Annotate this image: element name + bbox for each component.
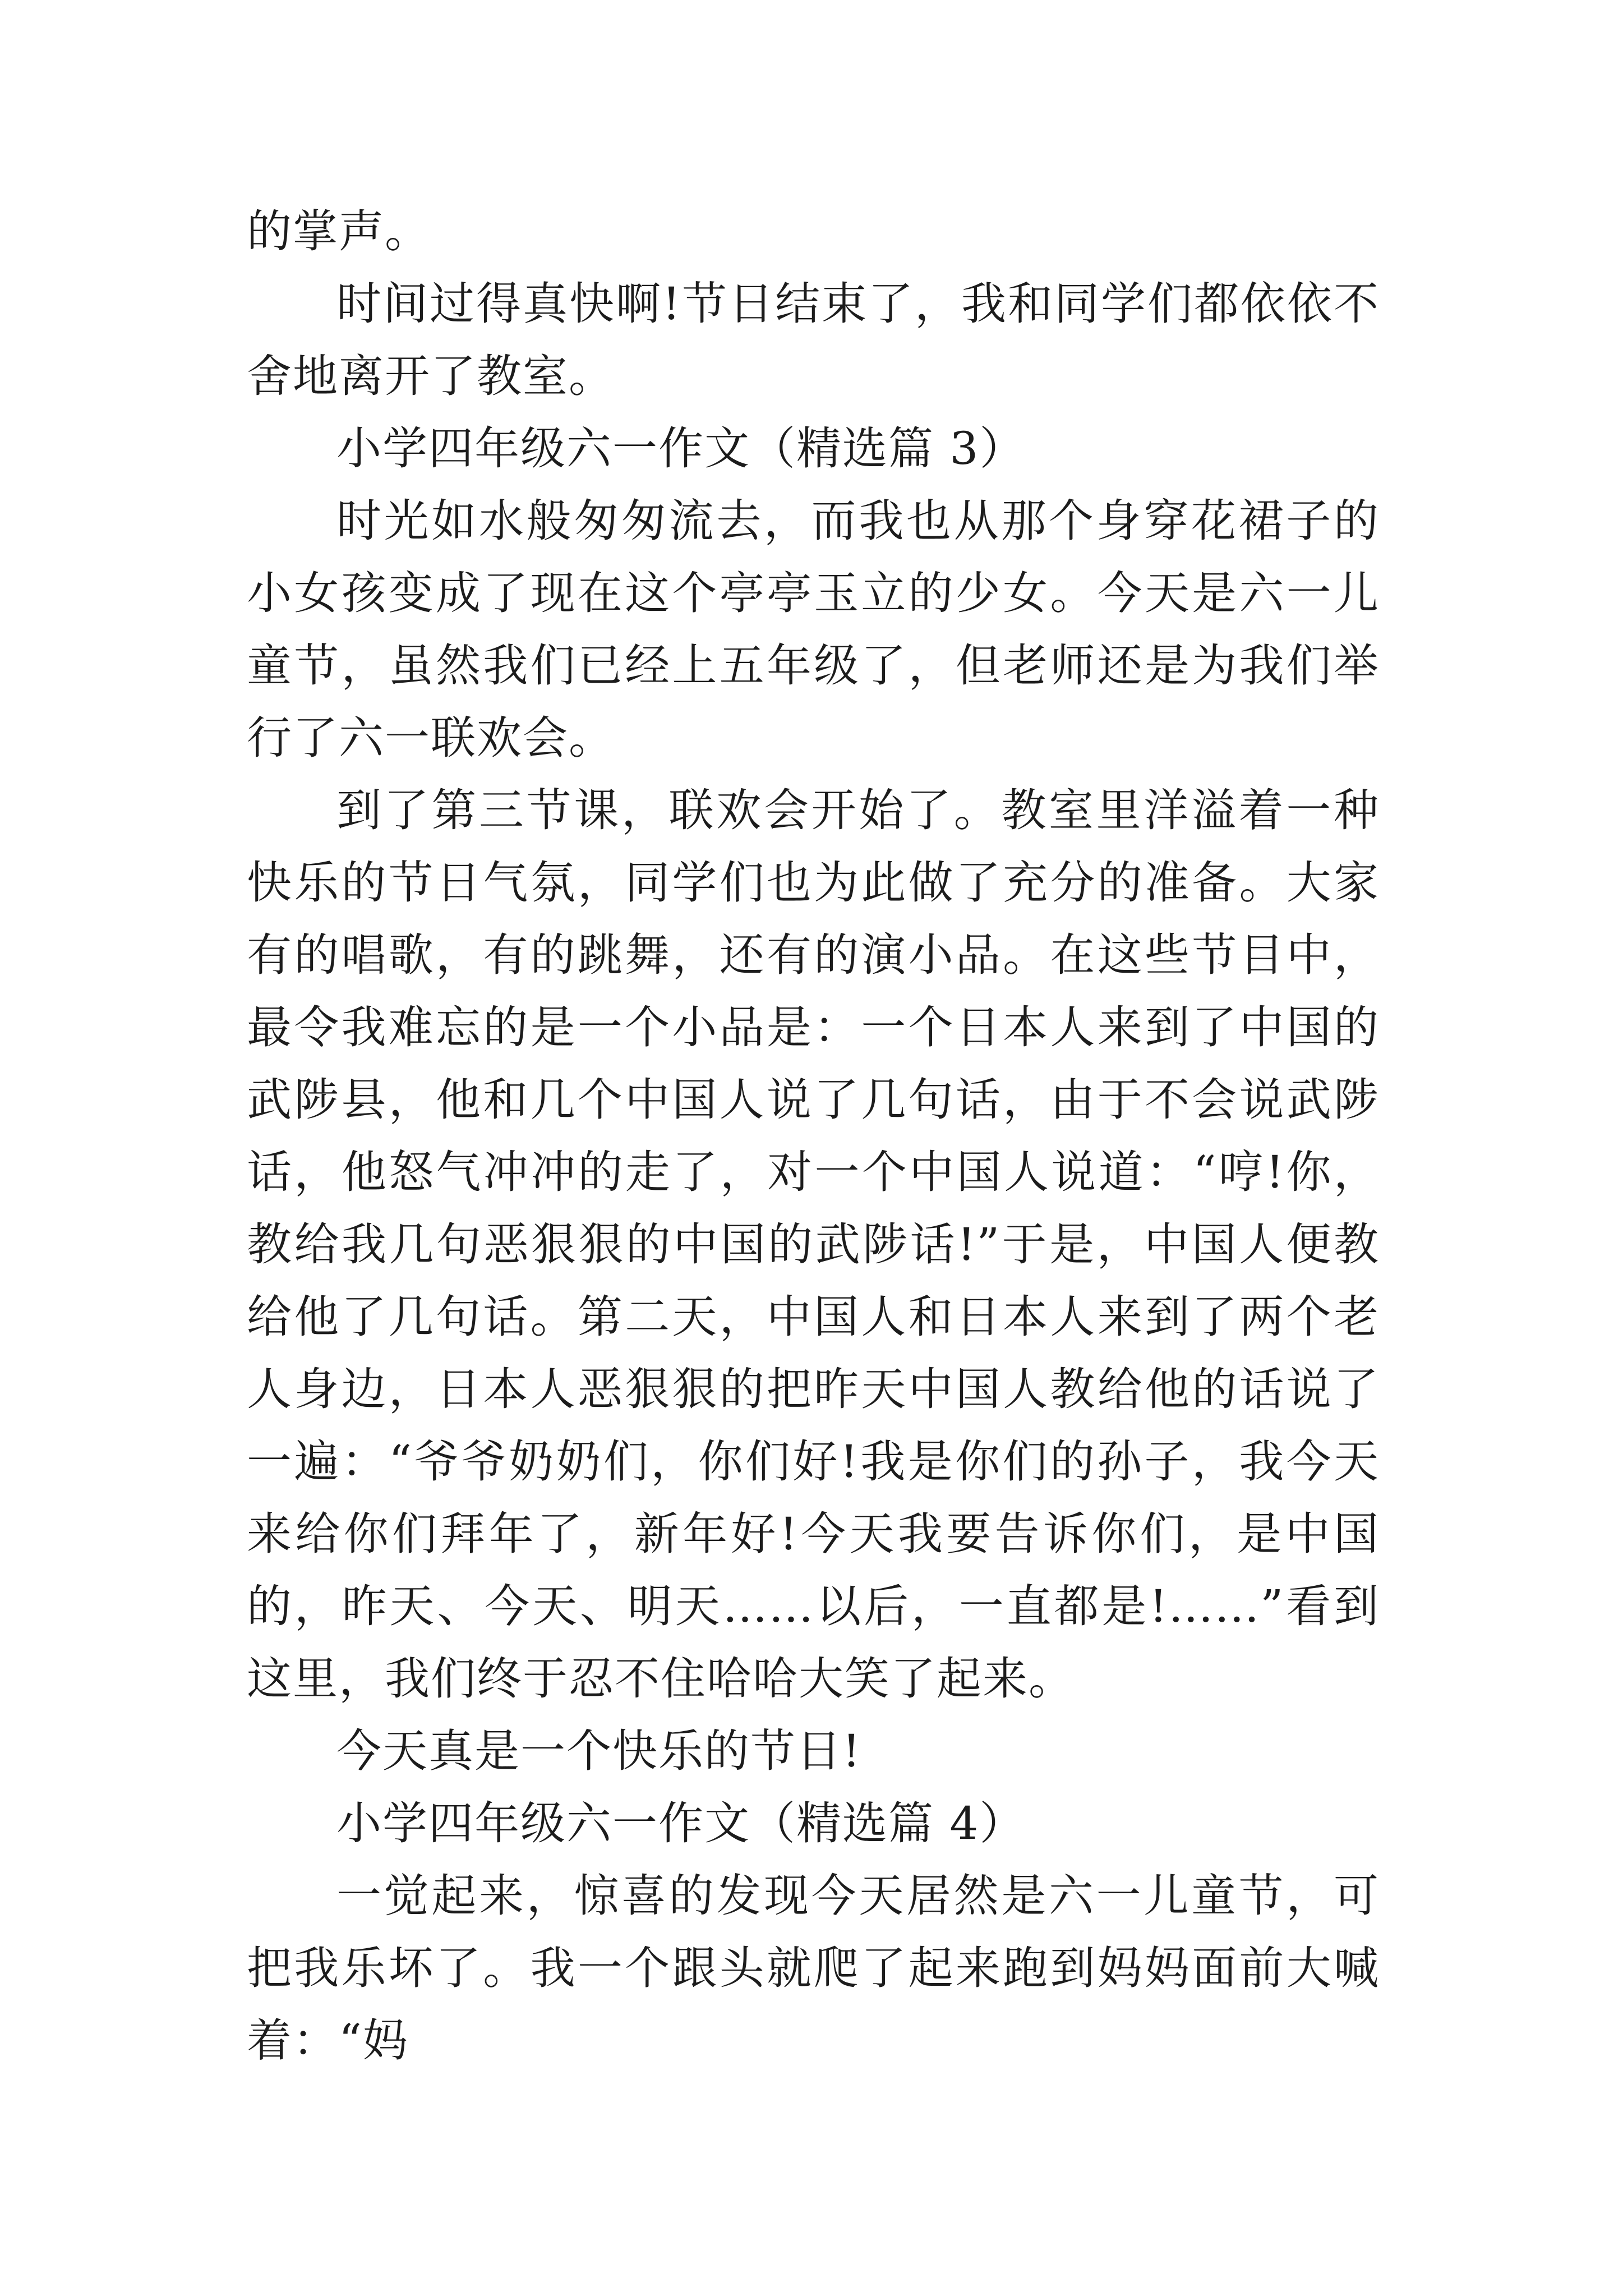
document-body xyxy=(247,195,1380,2077)
section-heading: 小学四年级六一作文（精选篇 4） xyxy=(336,1797,1026,1849)
paragraph-continuation: 的掌声。 xyxy=(247,205,431,257)
paragraph: 时光如水般匆匆流去，而我也从那个身穿花裙子的小女孩变成了现在这个亭亭玉立的少女。今天是六一儿童节，虽然我们已经上五年级了，但老师还是为我们举行了六一联欢会。 xyxy=(247,495,1380,764)
paragraph: 时间过得真快啊!节日结束了，我和同学们都依依不舍地离开了教室。 xyxy=(247,278,1380,402)
section-heading: 小学四年级六一作文（精选篇 3） xyxy=(336,422,1026,475)
paragraph: 一觉起来，惊喜的发现今天居然是六一儿童节，可把我乐坏了。我一个跟头就爬了起来跑到妈妈面前大喊着：“妈 xyxy=(247,1870,1380,2067)
paragraph: 到了第三节课，联欢会开始了。教室里洋溢着一种快乐的节日气氛，同学们也为此做了充分的准备。大家有的唱歌，有的跳舞，还有的演小品。在这些节目中，最令我难忘的是一个小品是：一个日本人来到了中国的武陟县，他和几个中国人说了几句话，由于不会说武陟话，他怒气冲冲的走了，对一个中国人说道：“哼!你，教给我几句恶狠狠的中国的武陟话!”于是，中国人便教给他了几句话。第二天，中国人和日本人来到了两个老人身边，日本人恶狠狠的把昨天中国人教给他的话说了一遍：“爷爷奶奶们，你们好!我是你们的孙子，我今天来给你们拜年了，新年好!今天我要告诉你们，是中国的，昨天、今天、明天……以后，一直都是!……”看到这里，我们终于忍不住哈哈大笑了起来。 xyxy=(247,784,1380,1705)
paragraph: 今天真是一个快乐的节日! xyxy=(336,1725,862,1777)
